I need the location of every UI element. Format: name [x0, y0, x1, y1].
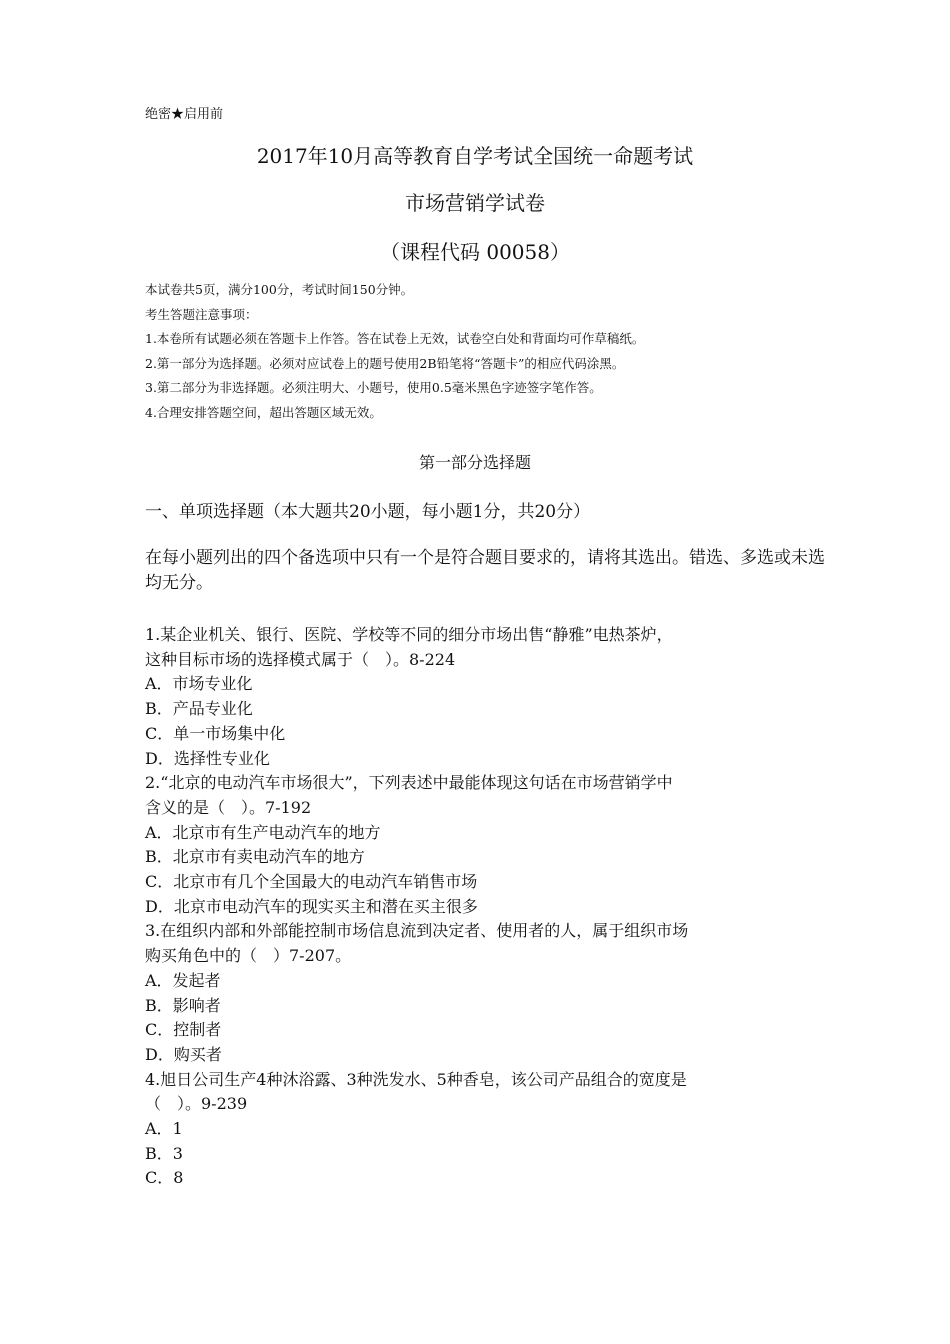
question-3-option: C．控制者 [145, 1020, 222, 1040]
question-1-stem: 这种目标市场的选择模式属于（ ）。8-224 [145, 649, 456, 669]
question-4-option: A．1 [145, 1119, 183, 1139]
paper-subject: 市场营销学试卷 [405, 191, 545, 215]
note-line: 4.合理安排答题空间，超出答题区域无效。 [145, 404, 382, 420]
exam-notes [145, 278, 644, 425]
course-code: （课程代码 00058） [380, 240, 570, 264]
question-2-option: D．北京市电动汽车的现实买主和潜在买主很多 [145, 896, 478, 916]
question-3-option: A．发起者 [145, 970, 221, 990]
question-4-stem: 4.旭日公司生产4种沐浴露、3种洗发水、5种香皂，该公司产品组合的宽度是 [145, 1069, 687, 1089]
question-4-option: C．8 [145, 1168, 184, 1188]
question-4-option: B．3 [145, 1143, 183, 1163]
section-title: 一、单项选择题（本大题共20小题，每小题1分，共20分） [145, 502, 591, 522]
question-1-stem: 1.某企业机关、银行、医院、学校等不同的细分市场出售“静雅”电热茶炉， [145, 625, 673, 644]
question-3-stem: 3.在组织内部和外部能控制市场信息流到决定者、使用者的人，属于组织市场 [145, 921, 689, 941]
question-2-option: C．北京市有几个全国最大的电动汽车销售市场 [145, 872, 478, 892]
note-line: 3.第二部分为非选择题。必须注明大、小题号，使用0.5毫米黑色字迹签字笔作答。 [145, 380, 602, 395]
note-line: 1.本卷所有试题必须在答题卡上作答。答在试卷上无效，试卷空白处和背面均可作草稿纸。 [145, 331, 645, 346]
exam-title: 2017年10月高等教育自学考试全国统一命题考试 [256, 144, 694, 168]
question-4-stem: （ ）。9-239 [145, 1094, 248, 1114]
question-3-option: D．购买者 [145, 1044, 222, 1064]
question-2-option: B．北京市有卖电动汽车的地方 [145, 847, 365, 867]
question-3-stem: 购买角色中的（ ）7-207。 [145, 946, 352, 966]
part-title: 第一部分选择题 [418, 453, 531, 472]
section-instruction: 在每小题列出的四个备选项中只有一个是符合题目要求的，请将其选出。错选、多选或未选均无分。 [145, 548, 825, 593]
note-line: 2.第一部分为选择题。必须对应试卷上的题号使用2B铅笔将“答题卡”的相应代码涂黑。 [145, 355, 625, 371]
question-1-option: B．产品专业化 [145, 699, 253, 719]
secret-label: 绝密★启用前 [145, 107, 224, 122]
question-1-option: A．市场专业化 [145, 674, 253, 694]
note-line: 本试卷共5页，满分100分，考试时间150分钟。 [145, 282, 414, 297]
question-2-stem: 含义的是（ ）。7-192 [145, 797, 312, 817]
note-line: 考生答题注意事项： [145, 306, 258, 322]
question-3-option: B．影响者 [145, 995, 221, 1015]
question-2-stem: 2.“北京的电动汽车市场很大”，下列表述中最能体现这句话在市场营销学中 [145, 773, 673, 793]
question-list [145, 623, 688, 1191]
question-2-option: A．北京市有生产电动汽车的地方 [145, 822, 381, 842]
question-1-option: C．单一市场集中化 [145, 723, 286, 743]
question-1-option: D．选择性专业化 [145, 748, 270, 768]
